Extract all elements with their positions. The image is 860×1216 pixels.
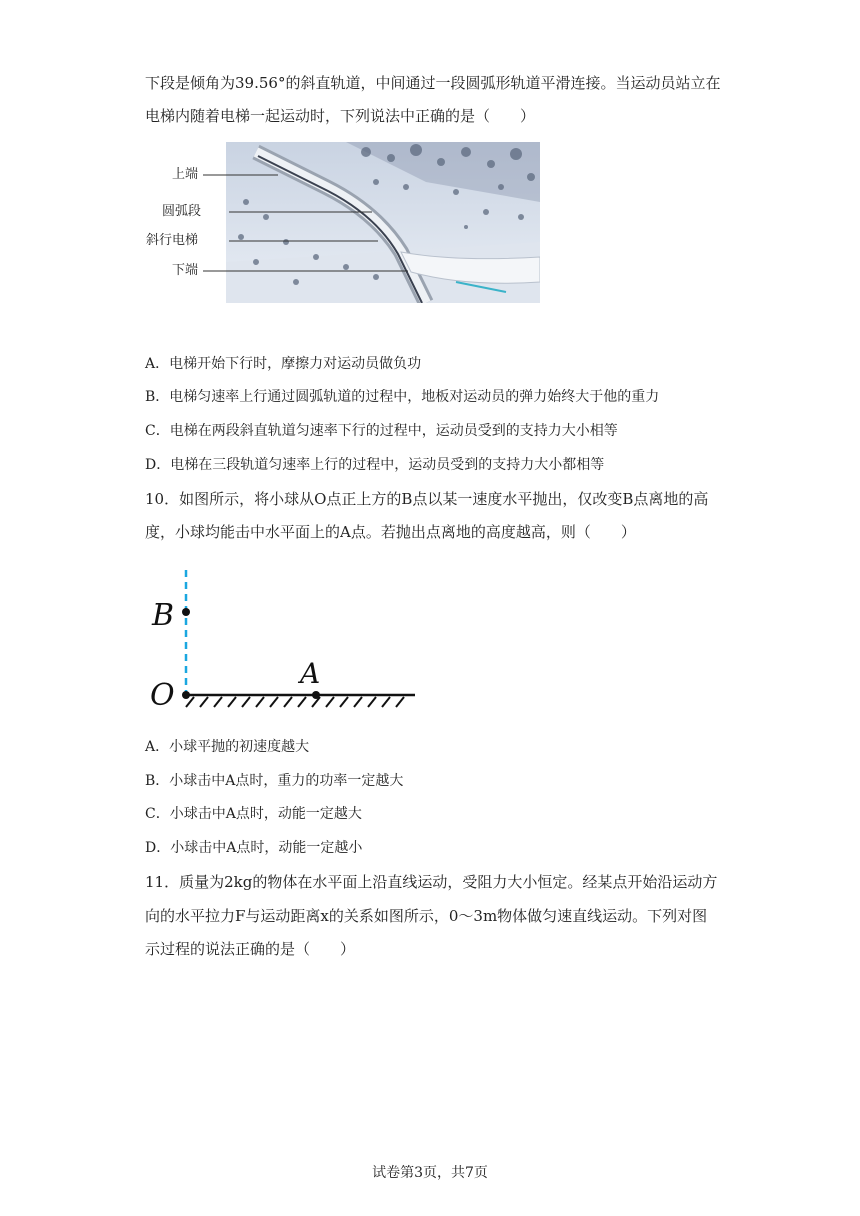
question-text-line: 下段是倾角为39.56°的斜直轨道，中间通过一段圆弧形轨道平滑连接。当运动员站立在: [145, 74, 721, 92]
label-o: O: [150, 678, 175, 713]
question-11-line-2: 向的水平拉力F与运动距离x的关系如图所示，0～3m物体做匀速直线运动。下列对图: [145, 907, 708, 925]
q10-option-a: A．小球平抛的初速度越大: [145, 739, 310, 755]
q10-option-d: D．小球击中A点时，动能一定越小: [145, 840, 363, 856]
ski-jump-elevator-photo: [226, 142, 540, 303]
point-o: [182, 691, 190, 699]
point-a: [312, 691, 320, 699]
question-10-line-2: 度，小球均能击中水平面上的A点。若抛出点离地的高度越高，则（ ）: [145, 523, 636, 541]
label-arc-section: 圆弧段: [162, 204, 202, 219]
question-11-line-3: 示过程的说法正确的是（ ）: [145, 940, 356, 958]
question-11-line-1: 11．质量为2kg的物体在水平面上沿直线运动，受阻力大小恒定。经某点开始沿运动方: [145, 873, 718, 891]
label-lower-end: 下端: [172, 263, 199, 278]
label-inclined-elevator: 斜行电梯: [146, 233, 199, 248]
option-c: C．电梯在两段斜直轨道匀速率下行的过程中，运动员受到的支持力大小相等: [145, 423, 618, 439]
option-a: A．电梯开始下行时，摩擦力对运动员做负功: [145, 356, 422, 372]
ground-hatching: [186, 697, 404, 707]
q10-option-c: C．小球击中A点时，动能一定越大: [145, 806, 362, 822]
option-b: B．电梯匀速率上行通过圆弧轨道的过程中，地板对运动员的弹力始终大于他的重力: [145, 389, 660, 405]
page-footer: 试卷第3页，共7页: [372, 1165, 488, 1181]
label-a: A: [300, 657, 321, 690]
question-10-line-1: 10．如图所示，将小球从O点正上方的B点以某一速度水平抛出，仅改变B点离地的高: [145, 490, 709, 508]
label-b: B: [152, 598, 175, 633]
projectile-diagram: [150, 565, 425, 715]
label-upper-end: 上端: [172, 167, 199, 182]
option-d: D．电梯在三段轨道匀速率上行的过程中，运动员受到的支持力大小都相等: [145, 457, 605, 473]
question-text-line: 电梯内随着电梯一起运动时，下列说法中正确的是（ ）: [145, 107, 536, 125]
q10-option-b: B．小球击中A点时，重力的功率一定越大: [145, 773, 404, 789]
point-b: [182, 608, 190, 616]
